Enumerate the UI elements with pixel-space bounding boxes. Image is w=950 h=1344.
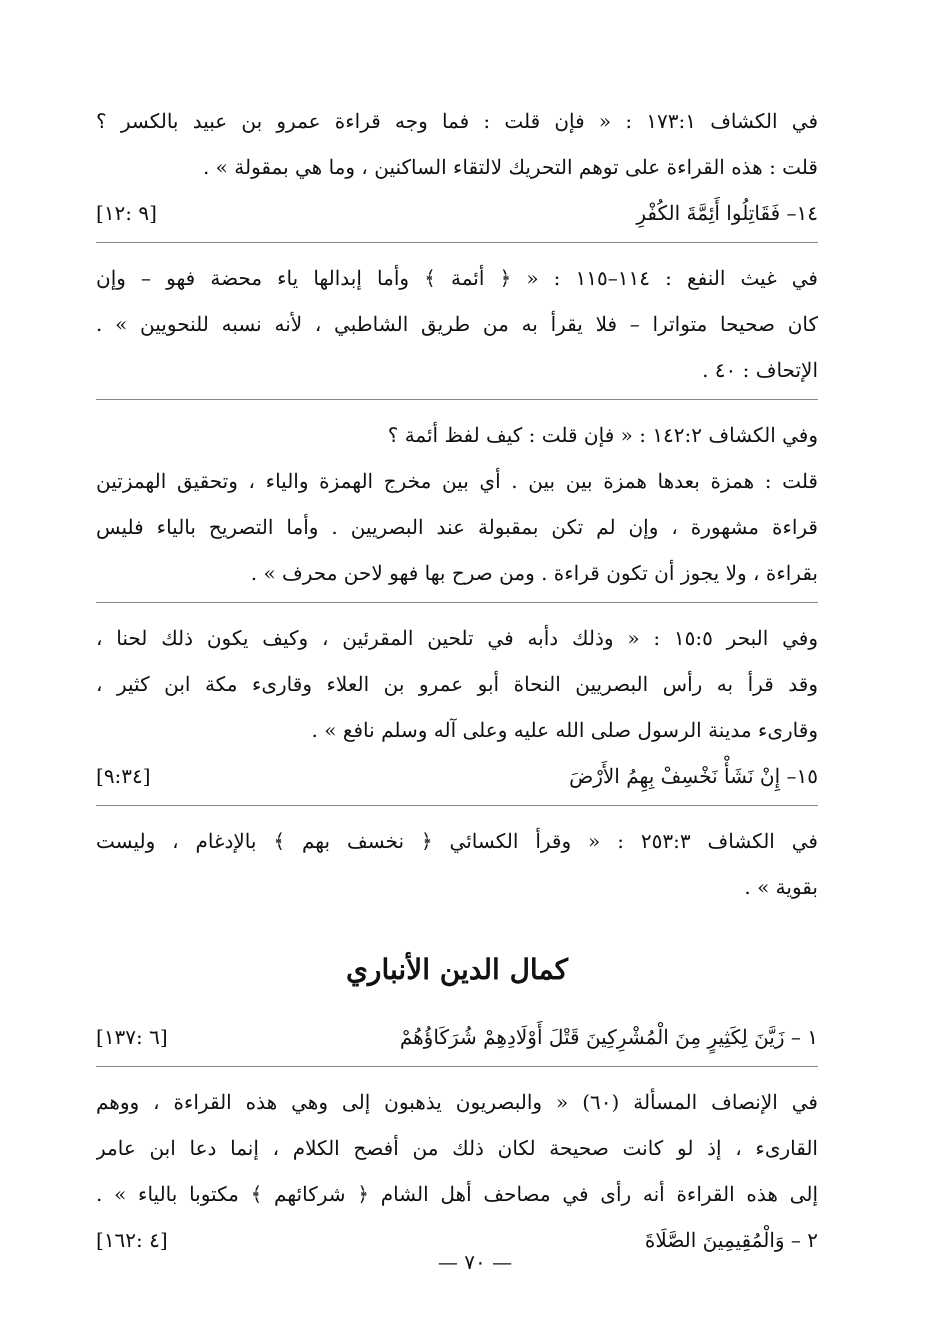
verse-row: [96, 753, 818, 799]
text-line: في الكشاف ١٧٣:١ : « فإن قلت : فما وجه قراءة عمرو بن عبيد بالكسر ؟: [96, 109, 818, 133]
document-body: [96, 98, 818, 1263]
text-line: القارىء ، إذ لو كانت صحيحة لكان ذلك من أفصح الكلام ، إنما دعا ابن عامر: [96, 1136, 818, 1160]
verse-row: [96, 1014, 818, 1060]
text-line: الإتحاف : ٤٠ .: [702, 358, 818, 382]
verse-reference: [٤ :١٦٢]: [96, 1228, 168, 1252]
paragraph: [96, 412, 818, 596]
paragraph: [96, 255, 818, 393]
paragraph: [96, 615, 818, 753]
verse-text: ١٤– فَقَاتِلُوا أَئِمَّةَ الكُفْرِ: [636, 201, 818, 225]
text-line: في غيث النفع : ١١٤–١١٥ : « ﴿ أئمة ﴾ وأما إبدالها ياء محضة فهو – وإن: [96, 266, 818, 290]
text-line: في الإنصاف المسألة (٦٠) « والبصريون يذهبون إلى وهي هذه القراءة ، ووهم: [96, 1090, 818, 1114]
text-line: إلى هذه القراءة أنه رأى في مصاحف أهل الشام ﴿ شركائهم ﴾ مكتوبا بالياء » .: [96, 1182, 818, 1206]
paragraph: [96, 818, 818, 910]
page-number: — ٧٠ —: [437, 1250, 513, 1274]
verse-text: ١ – زَيَّنَ لِكَثِيرٍ مِنَ الْمُشْرِكِينَ قَتْلَ أَوْلَادِهِمْ شُرَكَاؤُهُمْ: [399, 1025, 818, 1049]
text-line: قلت : همزة بعدها همزة بين بين . أي بين مخرج الهمزة والياء ، وتحقيق الهمزتين: [96, 469, 818, 493]
text-line: في الكشاف ٢٥٣:٣ : « وقرأ الكسائي ﴿ نخسف بهم ﴾ بالإدغام ، وليست: [96, 829, 818, 853]
verse-reference: [٩ :١٢]: [96, 201, 157, 225]
paragraph: [96, 98, 818, 190]
text-line: وقارىء مدينة الرسول صلى الله عليه وعلى آله وسلم نافع » .: [311, 718, 818, 742]
text-line: وفي البحر ١٥:٥ : « وذلك دأبه في تلحين المقرئين ، وكيف يكون ذلك لحنا ،: [96, 626, 818, 650]
verse-reference: [٦ :١٣٧]: [96, 1025, 168, 1049]
text-line: بقوية » .: [744, 875, 818, 899]
divider: [96, 805, 818, 806]
text-line: كان صحيحا متواترا – فلا يقرأ به من طريق الشاطبي ، لأنه نسبه للنحويين » .: [96, 312, 818, 336]
section-heading: كمال الدين الأنباري: [346, 953, 568, 986]
verse-reference: [٩:٣٤]: [96, 764, 151, 788]
text-line: بقراءة ، ولا يجوز أن تكون قراءة . ومن صرح بها فهو لاحن محرف » .: [250, 561, 818, 585]
divider: [96, 399, 818, 400]
divider: [96, 1066, 818, 1067]
text-line: قلت : هذه القراءة على توهم التحريك لالتقاء الساكنين ، وما هي بمقولة » .: [202, 155, 818, 179]
text-line: قراءة مشهورة ، وإن لم تكن بمقبولة عند البصريين . وأما التصريح بالياء فليس: [96, 515, 818, 539]
verse-row: [96, 190, 818, 236]
text-line: وفي الكشاف ١٤٢:٢ : « فإن قلت : كيف لفظ أئمة ؟: [387, 423, 818, 447]
divider: [96, 602, 818, 603]
paragraph: [96, 1079, 818, 1217]
divider: [96, 242, 818, 243]
verse-text: ١٥– إِنْ نَشَأْ نَخْسِفْ بِهِمُ الأَرْضَ: [569, 764, 818, 788]
verse-text: ٢ – وَالْمُقِيمِينَ الصَّلَاةَ: [644, 1228, 818, 1252]
text-line: وقد قرأ به رأس البصريين النحاة أبو عمرو بن العلاء وقارىء مكة ابن كثير ،: [96, 672, 818, 696]
